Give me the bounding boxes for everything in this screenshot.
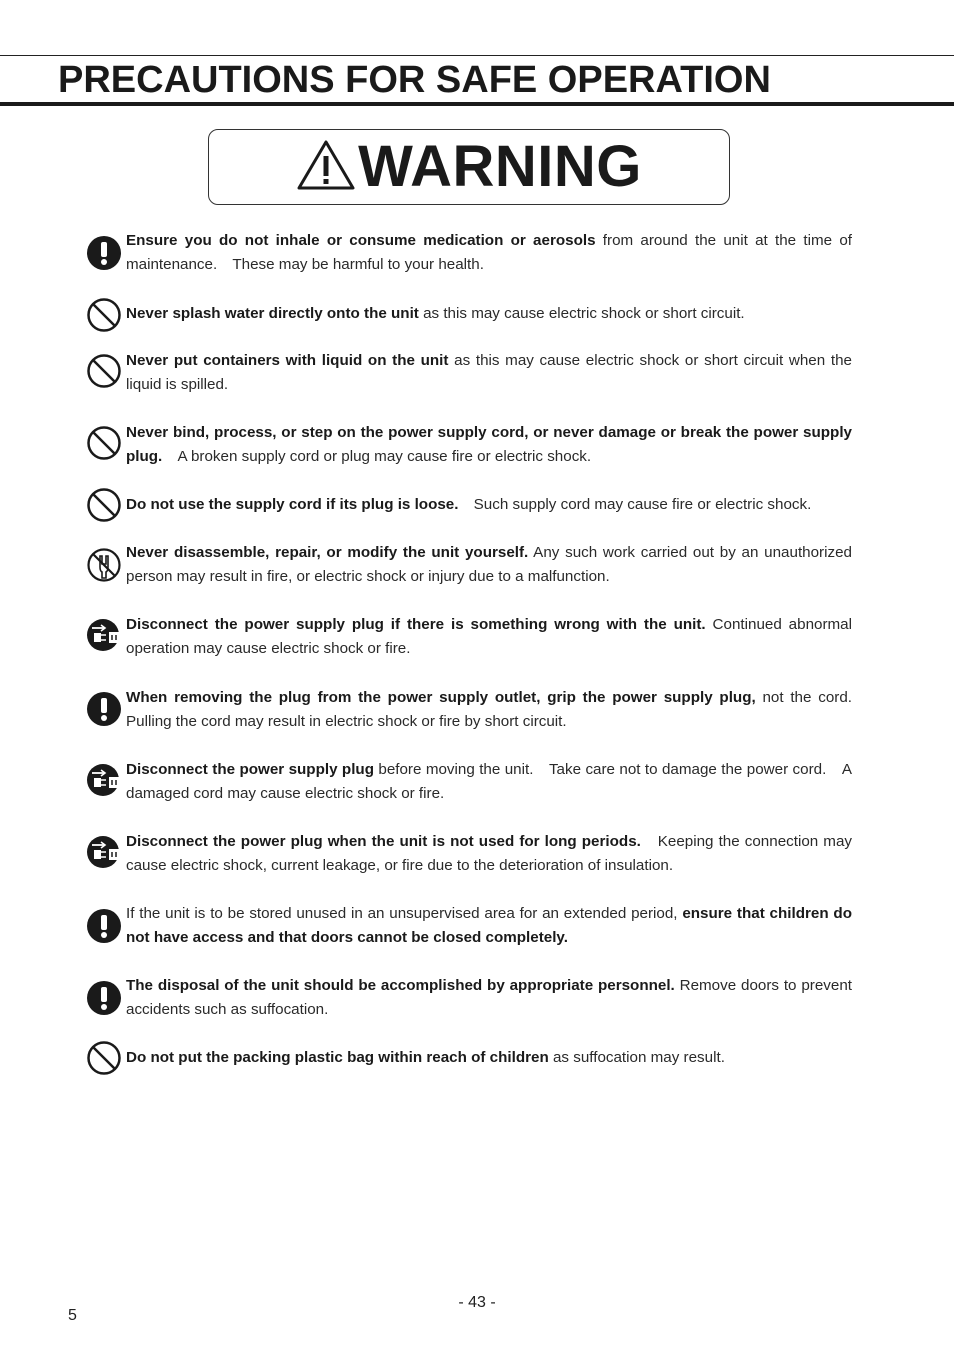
mandatory-icon — [86, 691, 122, 727]
prohibition-icon — [86, 297, 122, 333]
precaution-emphasis: The disposal of the unit should be accomplished by appropriate personnel. — [126, 977, 675, 994]
precaution-text: not the cord. Pulling the cord may result in electric shock or fire by short circuit. — [126, 689, 852, 730]
precaution-item — [86, 493, 852, 517]
precaution-emphasis: Disconnect the power plug when the unit is not used for long periods. — [126, 833, 641, 850]
unplug-icon — [86, 762, 122, 798]
precaution-item — [86, 1046, 852, 1070]
precaution-item — [86, 421, 852, 469]
precaution-emphasis: Never put containers with liquid on the unit — [126, 352, 449, 369]
precaution-emphasis: Never disassemble, repair, or modify the unit yourself. — [126, 544, 529, 561]
corner-number: 5 — [68, 1307, 77, 1324]
prohibition-icon — [86, 1040, 122, 1076]
precaution-item — [86, 229, 852, 277]
prohibition-icon — [86, 425, 122, 461]
precaution-text: Keeping the connection may cause electric shock, current leakage, or fire due to the deterioration of insulation. — [126, 833, 852, 874]
prohibition-icon — [86, 487, 122, 523]
precaution-text: as this may cause electric shock or short circuit. — [418, 305, 745, 322]
precaution-emphasis: Disconnect the power supply plug — [126, 761, 374, 778]
precaution-item — [86, 686, 852, 734]
precaution-emphasis: Do not put the packing plastic bag within reach of children — [126, 1049, 549, 1066]
precaution-text: before moving the unit. Take care not to damage the power cord. A damaged cord may cause electric shock or fire. — [126, 761, 852, 802]
precaution-emphasis: When removing the plug from the power supply outlet, grip the power supply plug, — [126, 689, 756, 706]
warning-triangle-icon — [296, 139, 356, 191]
precaution-item — [86, 541, 852, 589]
precaution-item — [86, 613, 852, 661]
precaution-emphasis: Never splash water directly onto the unit — [126, 305, 419, 322]
precaution-text: Such supply cord may cause fire or electric shock. — [458, 496, 812, 513]
precaution-text: as this may cause electric shock or short circuit when the liquid is spilled. — [126, 352, 852, 393]
precaution-text: Any such work carried out by an unauthorized person may result in fire, or electric shock or injury due to a malfunction. — [126, 544, 852, 585]
precaution-text: from around the unit at the time of maintenance. These may be harmful to your health. — [126, 232, 852, 273]
precaution-text: If the unit is to be stored unused in an unsupervised area for an extended period, — [126, 905, 683, 922]
precaution-item — [86, 349, 852, 397]
warning-label: WARNING — [358, 134, 642, 199]
mandatory-icon — [86, 908, 122, 944]
precaution-text: Remove doors to prevent accidents such as suffocation. — [126, 977, 852, 1018]
precaution-item — [86, 830, 852, 878]
precaution-item — [86, 974, 852, 1022]
precaution-emphasis: Do not use the supply cord if its plug is loose. — [126, 496, 459, 513]
precaution-emphasis: Disconnect the power supply plug if there is something wrong with the unit. — [126, 616, 706, 633]
no-disassembly-icon — [86, 547, 122, 583]
precaution-text: Continued abnormal operation may cause electric shock or fire. — [126, 616, 852, 657]
precaution-emphasis: Ensure you do not inhale or consume medication or aerosols — [126, 232, 596, 249]
mandatory-icon — [86, 980, 122, 1016]
precaution-item — [86, 302, 852, 326]
unplug-icon — [86, 617, 122, 653]
top-rule — [0, 55, 954, 56]
title-rule — [0, 102, 954, 106]
page-title: PRECAUTIONS FOR SAFE OPERATION — [58, 59, 771, 101]
page-number: - 43 - — [458, 1294, 496, 1311]
mandatory-icon — [86, 235, 122, 271]
precaution-text: A broken supply cord or plug may cause fire or electric shock. — [162, 448, 592, 465]
precaution-item — [86, 902, 852, 950]
precaution-item — [86, 758, 852, 806]
prohibition-icon — [86, 353, 122, 389]
precaution-text: as suffocation may result. — [548, 1049, 725, 1066]
unplug-icon — [86, 834, 122, 870]
precaution-emphasis: ensure that children do not have access and that doors cannot be closed completely. — [126, 905, 852, 946]
warning-banner — [208, 129, 730, 205]
precaution-emphasis: Never bind, process, or step on the power supply cord, or never damage or break the power supply plug. — [126, 424, 852, 465]
